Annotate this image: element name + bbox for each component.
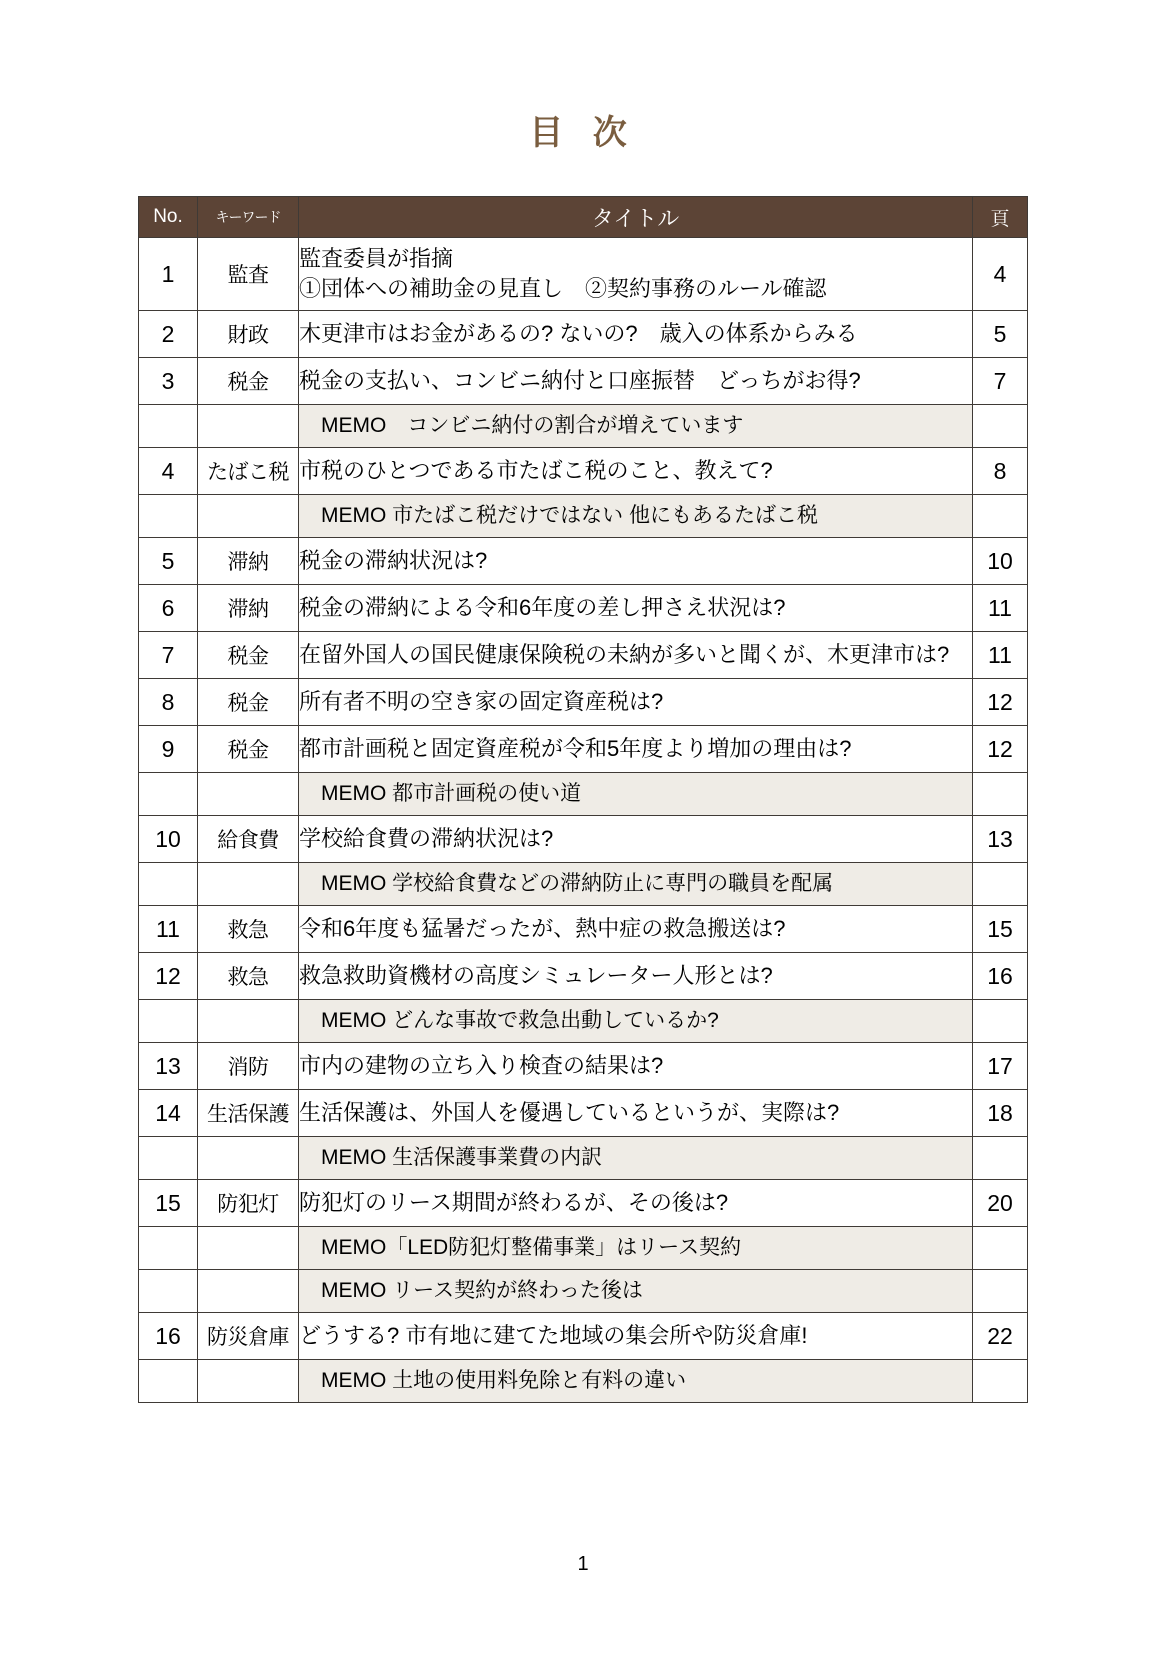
cell-no: 12: [139, 953, 198, 1000]
cell-no: 11: [139, 906, 198, 953]
memo-row: [139, 863, 1028, 906]
table-row: [139, 1313, 1028, 1360]
cell-no: [139, 495, 198, 538]
cell-keyword: 給食費: [198, 816, 299, 863]
cell-page: 17: [973, 1043, 1028, 1090]
header-title: タイトル: [299, 197, 973, 238]
cell-memo-text: MEMO どんな事故で救急出動しているか?: [299, 1000, 973, 1043]
cell-keyword: 救急: [198, 953, 299, 1000]
cell-no: [139, 773, 198, 816]
cell-keyword: 税金: [198, 358, 299, 405]
cell-memo-text: MEMO コンビニ納付の割合が増えています: [299, 405, 973, 448]
cell-no: 2: [139, 311, 198, 358]
memo-row: [139, 1227, 1028, 1270]
cell-page: 5: [973, 311, 1028, 358]
table-row: [139, 726, 1028, 773]
cell-keyword: 防犯灯: [198, 1180, 299, 1227]
cell-keyword: 財政: [198, 311, 299, 358]
cell-keyword: [198, 1270, 299, 1313]
cell-page: 22: [973, 1313, 1028, 1360]
cell-title: 市内の建物の立ち入り検査の結果は?: [299, 1043, 973, 1090]
memo-row: [139, 1270, 1028, 1313]
table-row: [139, 1090, 1028, 1137]
cell-keyword: [198, 863, 299, 906]
cell-page: [973, 863, 1028, 906]
table-row: [139, 1043, 1028, 1090]
cell-keyword: [198, 495, 299, 538]
table-row: [139, 679, 1028, 726]
cell-title: 税金の滞納状況は?: [299, 538, 973, 585]
cell-no: [139, 863, 198, 906]
table-row: [139, 358, 1028, 405]
table-row: [139, 906, 1028, 953]
page-title: 目 次: [529, 114, 637, 152]
cell-page: [973, 1000, 1028, 1043]
memo-row: [139, 1360, 1028, 1403]
header-no: No.: [139, 197, 198, 238]
cell-no: [139, 1360, 198, 1403]
toc-table-body: [139, 238, 1028, 1403]
cell-title: 税金の滞納による令和6年度の差し押さえ状況は?: [299, 585, 973, 632]
cell-no: [139, 1227, 198, 1270]
table-of-contents: [138, 154, 1028, 1403]
header-page: 頁: [973, 197, 1028, 238]
cell-keyword: [198, 1000, 299, 1043]
cell-title: 税金の支払い、コンビニ納付と口座振替 どっちがお得?: [299, 358, 973, 405]
cell-page: 18: [973, 1090, 1028, 1137]
cell-keyword: 生活保護: [198, 1090, 299, 1137]
toc-table: [138, 196, 1028, 1403]
table-row: [139, 311, 1028, 358]
cell-page: 4: [973, 238, 1028, 311]
cell-keyword: 税金: [198, 726, 299, 773]
cell-page: 13: [973, 816, 1028, 863]
footer-page-number: 1: [577, 1553, 589, 1575]
cell-page: 15: [973, 906, 1028, 953]
cell-no: 3: [139, 358, 198, 405]
cell-title-line1: 監査委員が指摘: [299, 246, 454, 272]
cell-memo-text: MEMO「LED防犯灯整備事業」はリース契約: [299, 1227, 973, 1270]
cell-page: 16: [973, 953, 1028, 1000]
table-row: [139, 632, 1028, 679]
cell-memo-text: MEMO 土地の使用料免除と有料の違い: [299, 1360, 973, 1403]
cell-keyword: [198, 1360, 299, 1403]
cell-title: 救急救助資機材の高度シミュレーター人形とは?: [299, 953, 973, 1000]
cell-page: 11: [973, 585, 1028, 632]
cell-memo-text: MEMO 生活保護事業費の内訳: [299, 1137, 973, 1180]
cell-no: [139, 1137, 198, 1180]
cell-page: 7: [973, 358, 1028, 405]
cell-no: 8: [139, 679, 198, 726]
table-row: [139, 953, 1028, 1000]
cell-page: [973, 1360, 1028, 1403]
header-row: [139, 197, 1028, 238]
toc-table-header: [139, 197, 1028, 238]
cell-keyword: 税金: [198, 632, 299, 679]
cell-page: 11: [973, 632, 1028, 679]
table-row: [139, 538, 1028, 585]
cell-page: 20: [973, 1180, 1028, 1227]
cell-title: 都市計画税と固定資産税が令和5年度より増加の理由は?: [299, 726, 973, 773]
cell-page: [973, 1137, 1028, 1180]
cell-no: 10: [139, 816, 198, 863]
cell-page: [973, 1227, 1028, 1270]
cell-no: 14: [139, 1090, 198, 1137]
cell-title: 木更津市はお金があるの? ないの? 歳入の体系からみる: [299, 311, 973, 358]
cell-page: 8: [973, 448, 1028, 495]
header-keyword: キーワード: [198, 197, 299, 238]
cell-title-line2: ①団体への補助金の見直し ②契約事務のルール確認: [299, 276, 827, 301]
cell-keyword: たばこ税: [198, 448, 299, 495]
cell-page: 12: [973, 679, 1028, 726]
memo-row: [139, 1137, 1028, 1180]
cell-title: 所有者不明の空き家の固定資産税は?: [299, 679, 973, 726]
cell-title: 市税のひとつである市たばこ税のこと、教えて?: [299, 448, 973, 495]
cell-page: [973, 405, 1028, 448]
cell-no: 7: [139, 632, 198, 679]
cell-keyword: [198, 405, 299, 448]
cell-no: 4: [139, 448, 198, 495]
cell-title: 防犯灯のリース期間が終わるが、その後は?: [299, 1180, 973, 1227]
table-row: [139, 816, 1028, 863]
cell-no: 16: [139, 1313, 198, 1360]
cell-memo-text: MEMO リース契約が終わった後は: [299, 1270, 973, 1313]
cell-no: 6: [139, 585, 198, 632]
cell-keyword: 救急: [198, 906, 299, 953]
cell-page: 10: [973, 538, 1028, 585]
cell-keyword: 監査: [198, 238, 299, 311]
cell-memo-text: MEMO 学校給食費などの滞納防止に専門の職員を配属: [299, 863, 973, 906]
cell-keyword: 滞納: [198, 585, 299, 632]
cell-no: [139, 1000, 198, 1043]
memo-row: [139, 773, 1028, 816]
cell-keyword: [198, 1227, 299, 1270]
cell-title: どうする? 市有地に建てた地域の集会所や防災倉庫!: [299, 1313, 973, 1360]
table-row: [139, 585, 1028, 632]
cell-title: 令和6年度も猛暑だったが、熱中症の救急搬送は?: [299, 906, 973, 953]
cell-page: [973, 773, 1028, 816]
cell-title: 在留外国人の国民健康保険税の未納が多いと聞くが、木更津市は?: [299, 632, 973, 679]
memo-row: [139, 495, 1028, 538]
cell-no: 5: [139, 538, 198, 585]
cell-no: 15: [139, 1180, 198, 1227]
cell-no: [139, 405, 198, 448]
cell-keyword: 消防: [198, 1043, 299, 1090]
cell-title: [299, 238, 973, 311]
cell-keyword: 防災倉庫: [198, 1313, 299, 1360]
cell-title: 生活保護は、外国人を優遇しているというが、実際は?: [299, 1090, 973, 1137]
cell-no: [139, 1270, 198, 1313]
cell-keyword: [198, 1137, 299, 1180]
cell-memo-text: MEMO 都市計画税の使い道: [299, 773, 973, 816]
cell-no: 13: [139, 1043, 198, 1090]
cell-page: 12: [973, 726, 1028, 773]
table-row: [139, 1180, 1028, 1227]
cell-page: [973, 495, 1028, 538]
cell-no: 9: [139, 726, 198, 773]
memo-row: [139, 1000, 1028, 1043]
cell-keyword: [198, 773, 299, 816]
cell-keyword: 税金: [198, 679, 299, 726]
cell-page: [973, 1270, 1028, 1313]
cell-no: 1: [139, 238, 198, 311]
table-row: [139, 238, 1028, 311]
memo-row: [139, 405, 1028, 448]
table-row: [139, 448, 1028, 495]
cell-keyword: 滞納: [198, 538, 299, 585]
cell-memo-text: MEMO 市たばこ税だけではない 他にもあるたばこ税: [299, 495, 973, 538]
cell-title: 学校給食費の滞納状況は?: [299, 816, 973, 863]
